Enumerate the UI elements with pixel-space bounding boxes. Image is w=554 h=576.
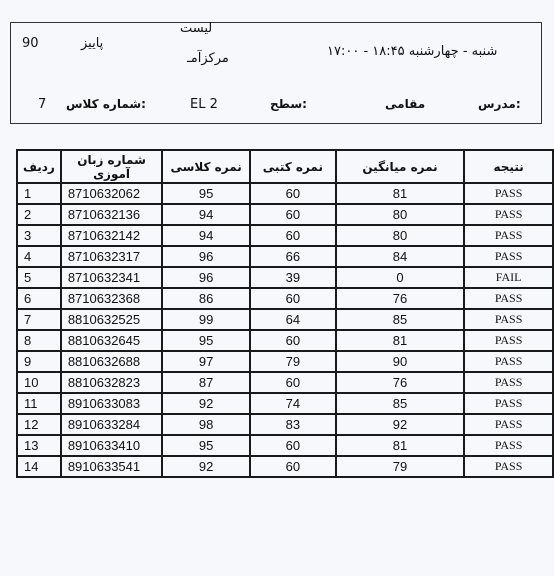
column-header-row-number: ردیف <box>17 150 61 183</box>
teacher-name: مقامی <box>385 97 426 111</box>
result-cell: PASS <box>464 351 553 372</box>
class-score-cell: 96 <box>162 267 250 288</box>
student-id-cell: 8910633541 <box>61 456 162 477</box>
column-header-written-score: نمره کتبی <box>250 150 336 183</box>
student-id-cell: 8710632136 <box>61 204 162 225</box>
average-score-cell: 76 <box>336 288 464 309</box>
class-score-cell: 94 <box>162 204 250 225</box>
average-score-cell: 85 <box>336 309 464 330</box>
result-cell: PASS <box>464 246 553 267</box>
table-header-row <box>17 150 553 183</box>
student-id-cell: 8710632142 <box>61 225 162 246</box>
result-cell: PASS <box>464 393 553 414</box>
result-cell: PASS <box>464 372 553 393</box>
table-row <box>17 246 553 267</box>
result-cell: PASS <box>464 456 553 477</box>
student-id-cell: 8710632341 <box>61 267 162 288</box>
written-score-cell: 66 <box>250 246 336 267</box>
row-number-cell: 14 <box>17 456 61 477</box>
term-number: 90 <box>22 36 39 51</box>
result-cell: PASS <box>464 414 553 435</box>
row-number-cell: 13 <box>17 435 61 456</box>
average-score-cell: 0 <box>336 267 464 288</box>
grades-table <box>16 149 554 478</box>
class-score-cell: 96 <box>162 246 250 267</box>
result-cell: PASS <box>464 204 553 225</box>
student-id-cell: 8810632645 <box>61 330 162 351</box>
student-id-cell: 8710632317 <box>61 246 162 267</box>
class-number-value: 7 <box>38 97 47 112</box>
class-score-cell: 92 <box>162 456 250 477</box>
average-score-cell: 79 <box>336 456 464 477</box>
table-row <box>17 204 553 225</box>
class-score-cell: 98 <box>162 414 250 435</box>
average-score-cell: 81 <box>336 330 464 351</box>
result-cell: PASS <box>464 309 553 330</box>
table-row <box>17 393 553 414</box>
table-row <box>17 183 553 204</box>
table-row <box>17 330 553 351</box>
class-score-cell: 95 <box>162 183 250 204</box>
row-number-cell: 5 <box>17 267 61 288</box>
written-score-cell: 60 <box>250 456 336 477</box>
teacher-label: مدرس: <box>478 97 521 111</box>
class-score-cell: 95 <box>162 330 250 351</box>
average-score-cell: 76 <box>336 372 464 393</box>
written-score-cell: 79 <box>250 351 336 372</box>
column-header-class-score: نمره کلاسی <box>162 150 250 183</box>
term-name: پاییز <box>81 36 104 51</box>
class-score-cell: 97 <box>162 351 250 372</box>
written-score-cell: 60 <box>250 372 336 393</box>
table-row <box>17 372 553 393</box>
class-number-label: شماره کلاس: <box>66 97 146 111</box>
table-row <box>17 414 553 435</box>
center-name: مرکزآمـ <box>187 51 229 66</box>
result-cell: FAIL <box>464 267 553 288</box>
student-id-cell: 8810632525 <box>61 309 162 330</box>
written-score-cell: 60 <box>250 435 336 456</box>
table-row <box>17 288 553 309</box>
average-score-cell: 92 <box>336 414 464 435</box>
written-score-cell: 60 <box>250 183 336 204</box>
class-score-cell: 86 <box>162 288 250 309</box>
class-score-cell: 87 <box>162 372 250 393</box>
student-id-cell: 8910633284 <box>61 414 162 435</box>
level-label: سطح: <box>270 97 307 111</box>
average-score-cell: 85 <box>336 393 464 414</box>
average-score-cell: 84 <box>336 246 464 267</box>
row-number-cell: 2 <box>17 204 61 225</box>
class-score-cell: 95 <box>162 435 250 456</box>
written-score-cell: 60 <box>250 225 336 246</box>
written-score-cell: 64 <box>250 309 336 330</box>
row-number-cell: 8 <box>17 330 61 351</box>
student-id-cell: 8910633410 <box>61 435 162 456</box>
column-header-average-score: نمره میانگین <box>336 150 464 183</box>
written-score-cell: 60 <box>250 204 336 225</box>
result-cell: PASS <box>464 435 553 456</box>
written-score-cell: 74 <box>250 393 336 414</box>
row-number-cell: 9 <box>17 351 61 372</box>
table-row <box>17 267 553 288</box>
row-number-cell: 4 <box>17 246 61 267</box>
student-id-cell: 8710632062 <box>61 183 162 204</box>
average-score-cell: 81 <box>336 435 464 456</box>
column-header-result: نتیجه <box>464 150 553 183</box>
level-value: EL 2 <box>190 97 218 112</box>
result-cell: PASS <box>464 225 553 246</box>
class-score-cell: 92 <box>162 393 250 414</box>
student-id-cell: 8710632368 <box>61 288 162 309</box>
written-score-cell: 60 <box>250 288 336 309</box>
row-number-cell: 10 <box>17 372 61 393</box>
result-cell: PASS <box>464 330 553 351</box>
result-cell: PASS <box>464 288 553 309</box>
row-number-cell: 12 <box>17 414 61 435</box>
list-title: لیست <box>180 21 213 36</box>
class-score-cell: 94 <box>162 225 250 246</box>
table-row <box>17 351 553 372</box>
table-row <box>17 456 553 477</box>
class-score-cell: 99 <box>162 309 250 330</box>
written-score-cell: 60 <box>250 330 336 351</box>
table-row <box>17 309 553 330</box>
row-number-cell: 1 <box>17 183 61 204</box>
student-id-cell: 8910633083 <box>61 393 162 414</box>
written-score-cell: 39 <box>250 267 336 288</box>
column-header-student-id: شماره زبان آموزی <box>61 150 162 183</box>
student-id-cell: 8810632688 <box>61 351 162 372</box>
average-score-cell: 81 <box>336 183 464 204</box>
average-score-cell: 80 <box>336 225 464 246</box>
row-number-cell: 11 <box>17 393 61 414</box>
written-score-cell: 83 <box>250 414 336 435</box>
table-row <box>17 225 553 246</box>
student-id-cell: 8810632823 <box>61 372 162 393</box>
row-number-cell: 6 <box>17 288 61 309</box>
table-row <box>17 435 553 456</box>
class-schedule: شنبه - چهارشنبه ۱۸:۴۵ - ۱۷:۰۰ <box>327 44 498 59</box>
average-score-cell: 90 <box>336 351 464 372</box>
result-cell: PASS <box>464 183 553 204</box>
average-score-cell: 80 <box>336 204 464 225</box>
row-number-cell: 7 <box>17 309 61 330</box>
row-number-cell: 3 <box>17 225 61 246</box>
